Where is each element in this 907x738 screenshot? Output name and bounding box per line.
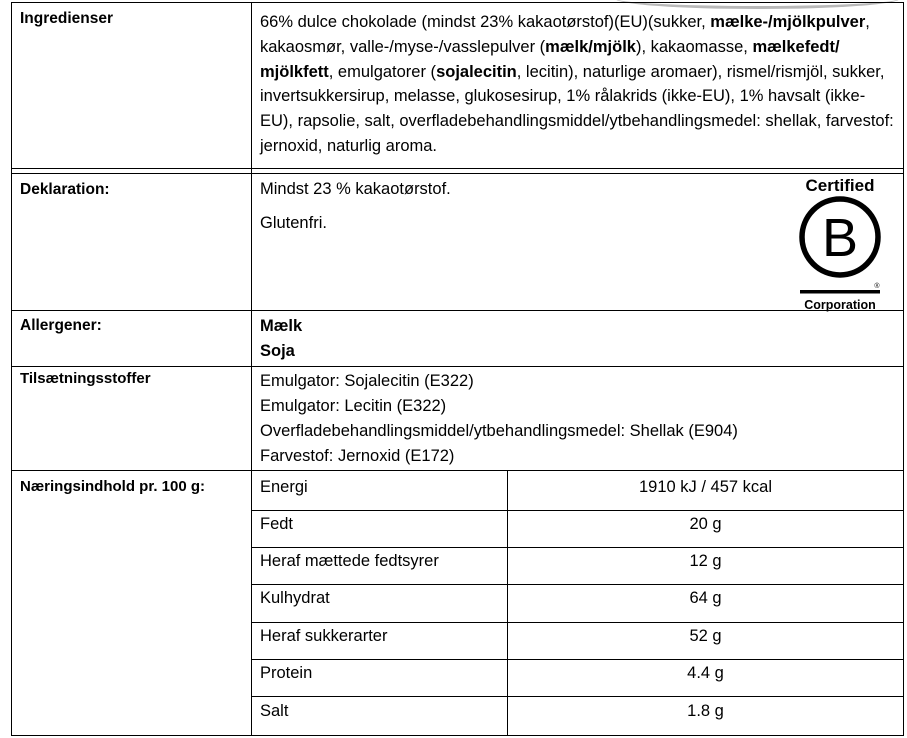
- logo-corporation-text: Corporation: [804, 298, 876, 312]
- logo-rule: [800, 290, 880, 294]
- ingredients-segment: ), kakaomasse,: [635, 37, 753, 56]
- nutrition-value-protein: 4.4 g: [687, 664, 724, 682]
- nutrition-name-energy: Energi: [260, 478, 308, 496]
- logo-certified-text: Certified: [805, 176, 875, 195]
- ingredients-text: [260, 10, 894, 159]
- nutrition-name-saturated-fat: Heraf mættede fedtsyrer: [260, 552, 439, 570]
- ingredients-line: [260, 60, 894, 85]
- declaration-label: Deklaration:: [20, 181, 110, 198]
- table-border-bottom: [11, 735, 904, 736]
- ingredients-label: Ingredienser: [20, 10, 114, 27]
- column-divider: [251, 2, 252, 736]
- row-divider: [11, 173, 904, 174]
- ingredients-line: [260, 84, 894, 109]
- table-border-left: [11, 2, 12, 736]
- nutrition-row-divider: [251, 584, 904, 585]
- additive-item: Emulgator: Lecitin (E322): [260, 397, 447, 415]
- allergen-highlight: mælk/mjölk: [545, 37, 636, 56]
- row-divider: [11, 168, 904, 169]
- ingredients-segment: , lecitin), naturlige aromaer), rismel/rismjöl, sukker,: [516, 62, 885, 81]
- row-divider: [11, 310, 904, 311]
- allergen-highlight: mjölkfett: [260, 62, 329, 81]
- allergen-highlight: mælkefedt/: [752, 37, 840, 56]
- ingredients-segment: 66% dulce chokolade (mindst 23% kakaotørstof)(EU)(sukker,: [260, 13, 711, 31]
- nutrition-row-divider: [251, 696, 904, 697]
- ingredients-segment: kakaosmør, valle-/myse-/vasslepulver (: [260, 37, 546, 56]
- allergen-highlight: mælke-/mjölkpulver: [710, 13, 866, 31]
- nutrition-value-salt: 1.8 g: [687, 702, 724, 720]
- ingredients-segment: ,: [865, 13, 870, 31]
- allergens-label: Allergener:: [20, 317, 102, 334]
- b-corp-logo: [797, 173, 883, 315]
- nutrition-name-protein: Protein: [260, 664, 313, 682]
- additive-item: Overfladebehandlingsmiddel/ytbehandlingsmedel: Shellak (E904): [260, 422, 738, 440]
- allergen-item: Mælk: [260, 317, 303, 335]
- nutrition-row-divider: [251, 510, 904, 511]
- ingredients-line: [260, 35, 894, 60]
- nutrition-label: Næringsindhold pr. 100 g:: [20, 478, 206, 495]
- nutrition-value-energy: 1910 kJ / 457 kcal: [639, 478, 772, 496]
- ingredients-segment: , emulgatorer (: [328, 62, 437, 81]
- ingredients-segment: jernoxid, naturlig aroma.: [260, 136, 438, 155]
- ingredients-line: [260, 10, 894, 35]
- nutrition-value-carbohydrate: 64 g: [689, 589, 722, 607]
- ingredients-segment: EU), rapsolie, salt, overfladebehandlingsmiddel/ytbehandlingsmedel: shellak, farvestof:: [260, 112, 894, 131]
- nutrition-row-divider: [251, 622, 904, 623]
- nutrition-value-fat: 20 g: [689, 515, 722, 533]
- nutrition-row-divider: [251, 659, 904, 660]
- nutrition-value-sugars: 52 g: [689, 627, 722, 645]
- declaration-gluten: Glutenfri.: [260, 214, 327, 232]
- logo-registered-mark: ®: [874, 283, 880, 290]
- logo-b-letter: B: [821, 208, 859, 268]
- additive-item: Emulgator: Sojalecitin (E322): [260, 372, 474, 390]
- table-border-top: [11, 2, 904, 3]
- allergen-highlight: sojalecitin: [436, 62, 517, 81]
- additive-item: Farvestof: Jernoxid (E172): [260, 447, 455, 465]
- nutrition-value-saturated-fat: 12 g: [689, 552, 722, 570]
- ingredients-line: [260, 134, 894, 159]
- ingredients-line: [260, 109, 894, 134]
- additives-label: Tilsætningsstoffer: [20, 370, 151, 387]
- nutrition-name-sugars: Heraf sukkerarter: [260, 627, 388, 645]
- declaration-cocoa: Mindst 23 % kakaotørstof.: [260, 180, 451, 198]
- row-divider: [11, 470, 904, 471]
- nutrition-name-carbohydrate: Kulhydrat: [260, 589, 330, 607]
- nutrition-row-divider: [251, 547, 904, 548]
- product-spec-sheet: [11, 2, 904, 736]
- allergen-item: Soja: [260, 342, 295, 360]
- nutrition-name-salt: Salt: [260, 702, 289, 720]
- nutrition-name-fat: Fedt: [260, 515, 294, 533]
- ingredients-segment: invertsukkersirup, melasse, glukosesirup, 1% rålakrids (ikke-EU), 1% havsalt (ikke-: [260, 87, 866, 106]
